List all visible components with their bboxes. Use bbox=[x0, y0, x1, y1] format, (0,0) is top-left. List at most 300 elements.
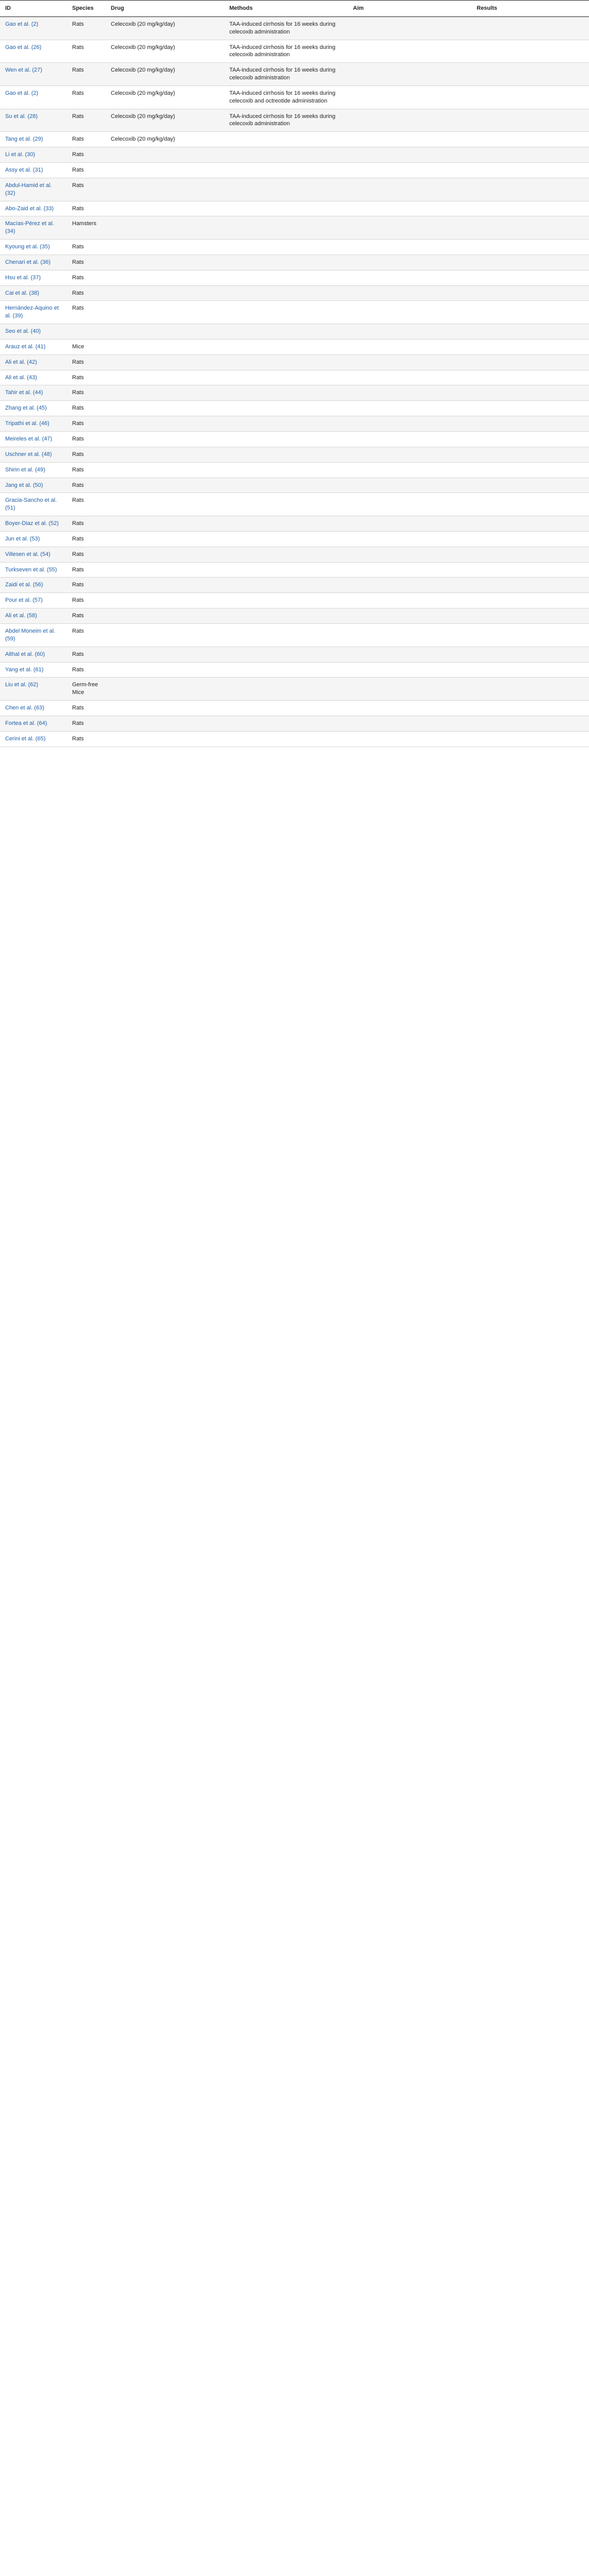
cell-aim bbox=[348, 493, 472, 516]
cell-results bbox=[472, 63, 589, 86]
header-id: ID bbox=[0, 1, 67, 17]
cell-species: Rats bbox=[67, 285, 106, 301]
cell-id: Li et al. (30) bbox=[0, 147, 67, 163]
cell-results bbox=[472, 16, 589, 40]
cell-aim bbox=[348, 270, 472, 285]
cell-results bbox=[472, 370, 589, 385]
cell-species: Rats bbox=[67, 562, 106, 578]
cell-results bbox=[472, 662, 589, 677]
cell-drug bbox=[106, 162, 224, 178]
cell-drug: Celecoxib (20 mg/kg/day) bbox=[106, 63, 224, 86]
cell-results bbox=[472, 162, 589, 178]
cell-methods bbox=[224, 578, 348, 593]
cell-species: Rats bbox=[67, 578, 106, 593]
cell-results bbox=[472, 216, 589, 240]
cell-drug bbox=[106, 531, 224, 547]
cell-id: Tahir et al. (44) bbox=[0, 385, 67, 401]
table-row bbox=[0, 216, 589, 240]
cell-id: Chen et al. (63) bbox=[0, 701, 67, 716]
cell-methods bbox=[224, 731, 348, 747]
cell-aim bbox=[348, 354, 472, 370]
cell-drug bbox=[106, 516, 224, 532]
cell-aim bbox=[348, 647, 472, 662]
table-row bbox=[0, 147, 589, 163]
cell-results bbox=[472, 301, 589, 324]
table-row bbox=[0, 162, 589, 178]
table-row bbox=[0, 716, 589, 731]
cell-methods: TAA-induced cirrhosis for 16 weeks during celecoxib administration bbox=[224, 109, 348, 132]
cell-results bbox=[472, 716, 589, 731]
cell-species: Rats bbox=[67, 416, 106, 432]
cell-drug bbox=[106, 370, 224, 385]
table-body bbox=[0, 16, 589, 747]
cell-id: Tang et al. (29) bbox=[0, 132, 67, 147]
table-row bbox=[0, 354, 589, 370]
cell-methods bbox=[224, 647, 348, 662]
cell-id: Villesen et al. (54) bbox=[0, 547, 67, 562]
cell-results bbox=[472, 677, 589, 701]
cell-methods bbox=[224, 240, 348, 255]
cell-methods bbox=[224, 354, 348, 370]
cell-aim bbox=[348, 432, 472, 447]
cell-methods bbox=[224, 478, 348, 493]
cell-species: Rats bbox=[67, 354, 106, 370]
cell-species: Rats bbox=[67, 270, 106, 285]
cell-results bbox=[472, 578, 589, 593]
cell-methods bbox=[224, 178, 348, 201]
table-row bbox=[0, 647, 589, 662]
cell-results bbox=[472, 40, 589, 63]
studies-table bbox=[0, 0, 589, 747]
header-methods: Methods bbox=[224, 1, 348, 17]
cell-aim bbox=[348, 201, 472, 216]
cell-results bbox=[472, 731, 589, 747]
cell-species: Rats bbox=[67, 701, 106, 716]
table-row bbox=[0, 63, 589, 86]
cell-drug bbox=[106, 432, 224, 447]
cell-id: Jun et al. (53) bbox=[0, 531, 67, 547]
table-container bbox=[0, 0, 589, 751]
table-row bbox=[0, 608, 589, 624]
cell-id: Assy et al. (31) bbox=[0, 162, 67, 178]
cell-id: Seo et al. (40) bbox=[0, 324, 67, 340]
cell-aim bbox=[348, 516, 472, 532]
cell-drug bbox=[106, 240, 224, 255]
cell-methods bbox=[224, 216, 348, 240]
cell-aim bbox=[348, 109, 472, 132]
cell-drug bbox=[106, 547, 224, 562]
header-results: Results bbox=[472, 1, 589, 17]
cell-drug bbox=[106, 623, 224, 647]
cell-methods bbox=[224, 416, 348, 432]
cell-id: Boyer-Diaz et al. (52) bbox=[0, 516, 67, 532]
table-row bbox=[0, 493, 589, 516]
cell-aim bbox=[348, 608, 472, 624]
cell-drug bbox=[106, 285, 224, 301]
cell-aim bbox=[348, 701, 472, 716]
cell-id: Ali et al. (58) bbox=[0, 608, 67, 624]
cell-aim bbox=[348, 285, 472, 301]
cell-aim bbox=[348, 132, 472, 147]
cell-aim bbox=[348, 385, 472, 401]
cell-species: Rats bbox=[67, 63, 106, 86]
cell-methods bbox=[224, 301, 348, 324]
cell-species: Rats bbox=[67, 201, 106, 216]
cell-aim bbox=[348, 40, 472, 63]
cell-species: Rats bbox=[67, 593, 106, 608]
table-row bbox=[0, 531, 589, 547]
table-row bbox=[0, 623, 589, 647]
cell-results bbox=[472, 516, 589, 532]
cell-methods bbox=[224, 531, 348, 547]
table-header-row bbox=[0, 1, 589, 17]
cell-id: Ali et al. (42) bbox=[0, 354, 67, 370]
table-row bbox=[0, 432, 589, 447]
table-row bbox=[0, 132, 589, 147]
cell-species: Rats bbox=[67, 647, 106, 662]
cell-methods bbox=[224, 132, 348, 147]
cell-species: Rats bbox=[67, 301, 106, 324]
cell-id: Zaidi et al. (56) bbox=[0, 578, 67, 593]
cell-results bbox=[472, 462, 589, 478]
cell-results bbox=[472, 701, 589, 716]
cell-methods bbox=[224, 447, 348, 462]
cell-methods bbox=[224, 432, 348, 447]
cell-aim bbox=[348, 162, 472, 178]
cell-methods bbox=[224, 324, 348, 340]
cell-methods: TAA-induced cirrhosis for 16 weeks during celecoxib and octreotide administration bbox=[224, 86, 348, 109]
table-row bbox=[0, 270, 589, 285]
cell-methods bbox=[224, 339, 348, 354]
cell-results bbox=[472, 147, 589, 163]
cell-drug bbox=[106, 578, 224, 593]
cell-id: Fortea et al. (64) bbox=[0, 716, 67, 731]
header-drug: Drug bbox=[106, 1, 224, 17]
cell-drug: Celecoxib (20 mg/kg/day) bbox=[106, 16, 224, 40]
cell-species: Rats bbox=[67, 162, 106, 178]
cell-results bbox=[472, 109, 589, 132]
cell-id: Jang et al. (50) bbox=[0, 478, 67, 493]
table-row bbox=[0, 593, 589, 608]
cell-drug bbox=[106, 270, 224, 285]
cell-aim bbox=[348, 593, 472, 608]
cell-results bbox=[472, 385, 589, 401]
table-row bbox=[0, 301, 589, 324]
cell-id: Gracia-Sancho et al. (51) bbox=[0, 493, 67, 516]
cell-methods bbox=[224, 201, 348, 216]
cell-drug bbox=[106, 178, 224, 201]
table-row bbox=[0, 447, 589, 462]
cell-species: Rats bbox=[67, 493, 106, 516]
cell-id: Wen et al. (27) bbox=[0, 63, 67, 86]
header-species: Species bbox=[67, 1, 106, 17]
cell-aim bbox=[348, 677, 472, 701]
table-row bbox=[0, 201, 589, 216]
cell-results bbox=[472, 416, 589, 432]
cell-drug bbox=[106, 147, 224, 163]
cell-species: Rats bbox=[67, 16, 106, 40]
table-row bbox=[0, 547, 589, 562]
cell-methods bbox=[224, 385, 348, 401]
cell-id: Abdul-Hamid et al. (32) bbox=[0, 178, 67, 201]
cell-id: Zhang et al. (45) bbox=[0, 401, 67, 416]
cell-id: Uschner et al. (48) bbox=[0, 447, 67, 462]
cell-id: Turkseven et al. (55) bbox=[0, 562, 67, 578]
cell-aim bbox=[348, 301, 472, 324]
table-row bbox=[0, 40, 589, 63]
cell-results bbox=[472, 608, 589, 624]
cell-species: Rats bbox=[67, 447, 106, 462]
cell-aim bbox=[348, 240, 472, 255]
cell-id: Su et al. (28) bbox=[0, 109, 67, 132]
cell-species: Rats bbox=[67, 109, 106, 132]
table-row bbox=[0, 385, 589, 401]
cell-species: Mice bbox=[67, 339, 106, 354]
cell-id: Abo-Zaid et al. (33) bbox=[0, 201, 67, 216]
cell-aim bbox=[348, 447, 472, 462]
cell-methods bbox=[224, 662, 348, 677]
cell-species: Rats bbox=[67, 731, 106, 747]
cell-drug bbox=[106, 201, 224, 216]
cell-species: Rats bbox=[67, 516, 106, 532]
cell-id: Abdel Moneim et al. (59) bbox=[0, 623, 67, 647]
cell-drug bbox=[106, 339, 224, 354]
cell-methods: TAA-induced cirrhosis for 16 weeks during celecoxib administration bbox=[224, 16, 348, 40]
cell-aim bbox=[348, 416, 472, 432]
cell-id: Gao et al. (2) bbox=[0, 86, 67, 109]
cell-species: Rats bbox=[67, 662, 106, 677]
cell-methods bbox=[224, 516, 348, 532]
cell-drug: Celecoxib (20 mg/kg/day) bbox=[106, 109, 224, 132]
cell-drug bbox=[106, 324, 224, 340]
table-row bbox=[0, 109, 589, 132]
cell-aim bbox=[348, 370, 472, 385]
table-row bbox=[0, 240, 589, 255]
cell-drug bbox=[106, 401, 224, 416]
cell-species: Rats bbox=[67, 547, 106, 562]
cell-drug bbox=[106, 647, 224, 662]
cell-results bbox=[472, 354, 589, 370]
cell-id: Hernández-Aquino et al. (39) bbox=[0, 301, 67, 324]
cell-results bbox=[472, 623, 589, 647]
cell-species: Germ-free Mice bbox=[67, 677, 106, 701]
cell-aim bbox=[348, 255, 472, 270]
cell-results bbox=[472, 132, 589, 147]
cell-aim bbox=[348, 478, 472, 493]
cell-aim bbox=[348, 16, 472, 40]
cell-species: Rats bbox=[67, 531, 106, 547]
cell-id: Macías-Pérez et al. (34) bbox=[0, 216, 67, 240]
cell-drug bbox=[106, 255, 224, 270]
cell-aim bbox=[348, 716, 472, 731]
cell-drug bbox=[106, 731, 224, 747]
cell-aim bbox=[348, 623, 472, 647]
table-row bbox=[0, 370, 589, 385]
cell-methods bbox=[224, 255, 348, 270]
table-row bbox=[0, 562, 589, 578]
cell-methods bbox=[224, 547, 348, 562]
cell-methods: TAA-induced cirrhosis for 16 weeks during celecoxib administration bbox=[224, 63, 348, 86]
cell-id: Liu et al. (62) bbox=[0, 677, 67, 701]
cell-methods bbox=[224, 285, 348, 301]
cell-aim bbox=[348, 339, 472, 354]
table-row bbox=[0, 462, 589, 478]
cell-species: Rats bbox=[67, 608, 106, 624]
cell-methods bbox=[224, 701, 348, 716]
cell-aim bbox=[348, 462, 472, 478]
cell-methods: TAA-induced cirrhosis for 16 weeks during celecoxib administration bbox=[224, 40, 348, 63]
table-row bbox=[0, 416, 589, 432]
cell-id: Tripathi et al. (46) bbox=[0, 416, 67, 432]
header-aim: Aim bbox=[348, 1, 472, 17]
cell-drug bbox=[106, 447, 224, 462]
table-row bbox=[0, 516, 589, 532]
cell-aim bbox=[348, 63, 472, 86]
table-row bbox=[0, 662, 589, 677]
cell-species bbox=[67, 324, 106, 340]
table-row bbox=[0, 578, 589, 593]
cell-drug bbox=[106, 593, 224, 608]
cell-drug bbox=[106, 416, 224, 432]
table-row bbox=[0, 285, 589, 301]
cell-drug bbox=[106, 462, 224, 478]
cell-species: Rats bbox=[67, 385, 106, 401]
cell-results bbox=[472, 447, 589, 462]
cell-drug: Celecoxib (20 mg/kg/day) bbox=[106, 40, 224, 63]
cell-aim bbox=[348, 578, 472, 593]
cell-id: Kyoung et al. (35) bbox=[0, 240, 67, 255]
cell-drug bbox=[106, 716, 224, 731]
cell-aim bbox=[348, 216, 472, 240]
cell-methods bbox=[224, 370, 348, 385]
cell-drug: Celecoxib (20 mg/kg/day) bbox=[106, 86, 224, 109]
cell-drug bbox=[106, 301, 224, 324]
table-row bbox=[0, 255, 589, 270]
cell-species: Rats bbox=[67, 86, 106, 109]
table-row bbox=[0, 16, 589, 40]
cell-methods bbox=[224, 162, 348, 178]
cell-results bbox=[472, 285, 589, 301]
cell-species: Rats bbox=[67, 462, 106, 478]
table-row bbox=[0, 178, 589, 201]
cell-results bbox=[472, 401, 589, 416]
cell-drug: Celecoxib (20 mg/kg/day) bbox=[106, 132, 224, 147]
cell-id: Althal et al. (60) bbox=[0, 647, 67, 662]
cell-drug bbox=[106, 562, 224, 578]
cell-results bbox=[472, 593, 589, 608]
cell-id: Cerini et al. (65) bbox=[0, 731, 67, 747]
cell-species: Rats bbox=[67, 40, 106, 63]
cell-species: Rats bbox=[67, 716, 106, 731]
cell-aim bbox=[348, 562, 472, 578]
cell-species: Rats bbox=[67, 147, 106, 163]
cell-drug bbox=[106, 677, 224, 701]
table-row bbox=[0, 731, 589, 747]
cell-aim bbox=[348, 147, 472, 163]
cell-results bbox=[472, 562, 589, 578]
table-row bbox=[0, 701, 589, 716]
cell-methods bbox=[224, 716, 348, 731]
cell-drug bbox=[106, 478, 224, 493]
cell-drug bbox=[106, 354, 224, 370]
cell-id: Meireles et al. (47) bbox=[0, 432, 67, 447]
table-row bbox=[0, 478, 589, 493]
table-row bbox=[0, 324, 589, 340]
cell-species: Rats bbox=[67, 178, 106, 201]
cell-species: Rats bbox=[67, 432, 106, 447]
cell-drug bbox=[106, 608, 224, 624]
cell-results bbox=[472, 432, 589, 447]
cell-methods bbox=[224, 493, 348, 516]
cell-results bbox=[472, 255, 589, 270]
cell-methods bbox=[224, 623, 348, 647]
cell-aim bbox=[348, 401, 472, 416]
cell-id: Shirin et al. (49) bbox=[0, 462, 67, 478]
cell-drug bbox=[106, 493, 224, 516]
cell-methods bbox=[224, 462, 348, 478]
cell-id: Yang et al. (61) bbox=[0, 662, 67, 677]
table-row bbox=[0, 677, 589, 701]
cell-species: Rats bbox=[67, 132, 106, 147]
cell-drug bbox=[106, 662, 224, 677]
cell-methods bbox=[224, 608, 348, 624]
cell-drug bbox=[106, 216, 224, 240]
cell-aim bbox=[348, 178, 472, 201]
cell-methods bbox=[224, 562, 348, 578]
cell-results bbox=[472, 547, 589, 562]
cell-aim bbox=[348, 731, 472, 747]
cell-results bbox=[472, 339, 589, 354]
cell-methods bbox=[224, 401, 348, 416]
cell-species: Rats bbox=[67, 255, 106, 270]
cell-methods bbox=[224, 677, 348, 701]
cell-results bbox=[472, 86, 589, 109]
cell-id: Gao et al. (26) bbox=[0, 40, 67, 63]
cell-id: Arauz et al. (41) bbox=[0, 339, 67, 354]
cell-species: Hamsters bbox=[67, 216, 106, 240]
cell-aim bbox=[348, 86, 472, 109]
cell-id: Gao et al. (2) bbox=[0, 16, 67, 40]
cell-id: Chenari et al. (36) bbox=[0, 255, 67, 270]
cell-results bbox=[472, 270, 589, 285]
cell-species: Rats bbox=[67, 478, 106, 493]
table-row bbox=[0, 86, 589, 109]
cell-species: Rats bbox=[67, 370, 106, 385]
cell-methods bbox=[224, 593, 348, 608]
cell-species: Rats bbox=[67, 623, 106, 647]
cell-aim bbox=[348, 547, 472, 562]
cell-results bbox=[472, 493, 589, 516]
cell-aim bbox=[348, 662, 472, 677]
cell-results bbox=[472, 647, 589, 662]
cell-aim bbox=[348, 324, 472, 340]
cell-aim bbox=[348, 531, 472, 547]
cell-id: Pour et al. (57) bbox=[0, 593, 67, 608]
cell-results bbox=[472, 178, 589, 201]
cell-id: Cai et al. (38) bbox=[0, 285, 67, 301]
cell-results bbox=[472, 201, 589, 216]
table-row bbox=[0, 401, 589, 416]
cell-drug bbox=[106, 385, 224, 401]
cell-id: Hsu et al. (37) bbox=[0, 270, 67, 285]
cell-results bbox=[472, 478, 589, 493]
cell-methods bbox=[224, 147, 348, 163]
cell-drug bbox=[106, 701, 224, 716]
table-row bbox=[0, 339, 589, 354]
cell-species: Rats bbox=[67, 401, 106, 416]
cell-results bbox=[472, 324, 589, 340]
cell-id: Ali et al. (43) bbox=[0, 370, 67, 385]
